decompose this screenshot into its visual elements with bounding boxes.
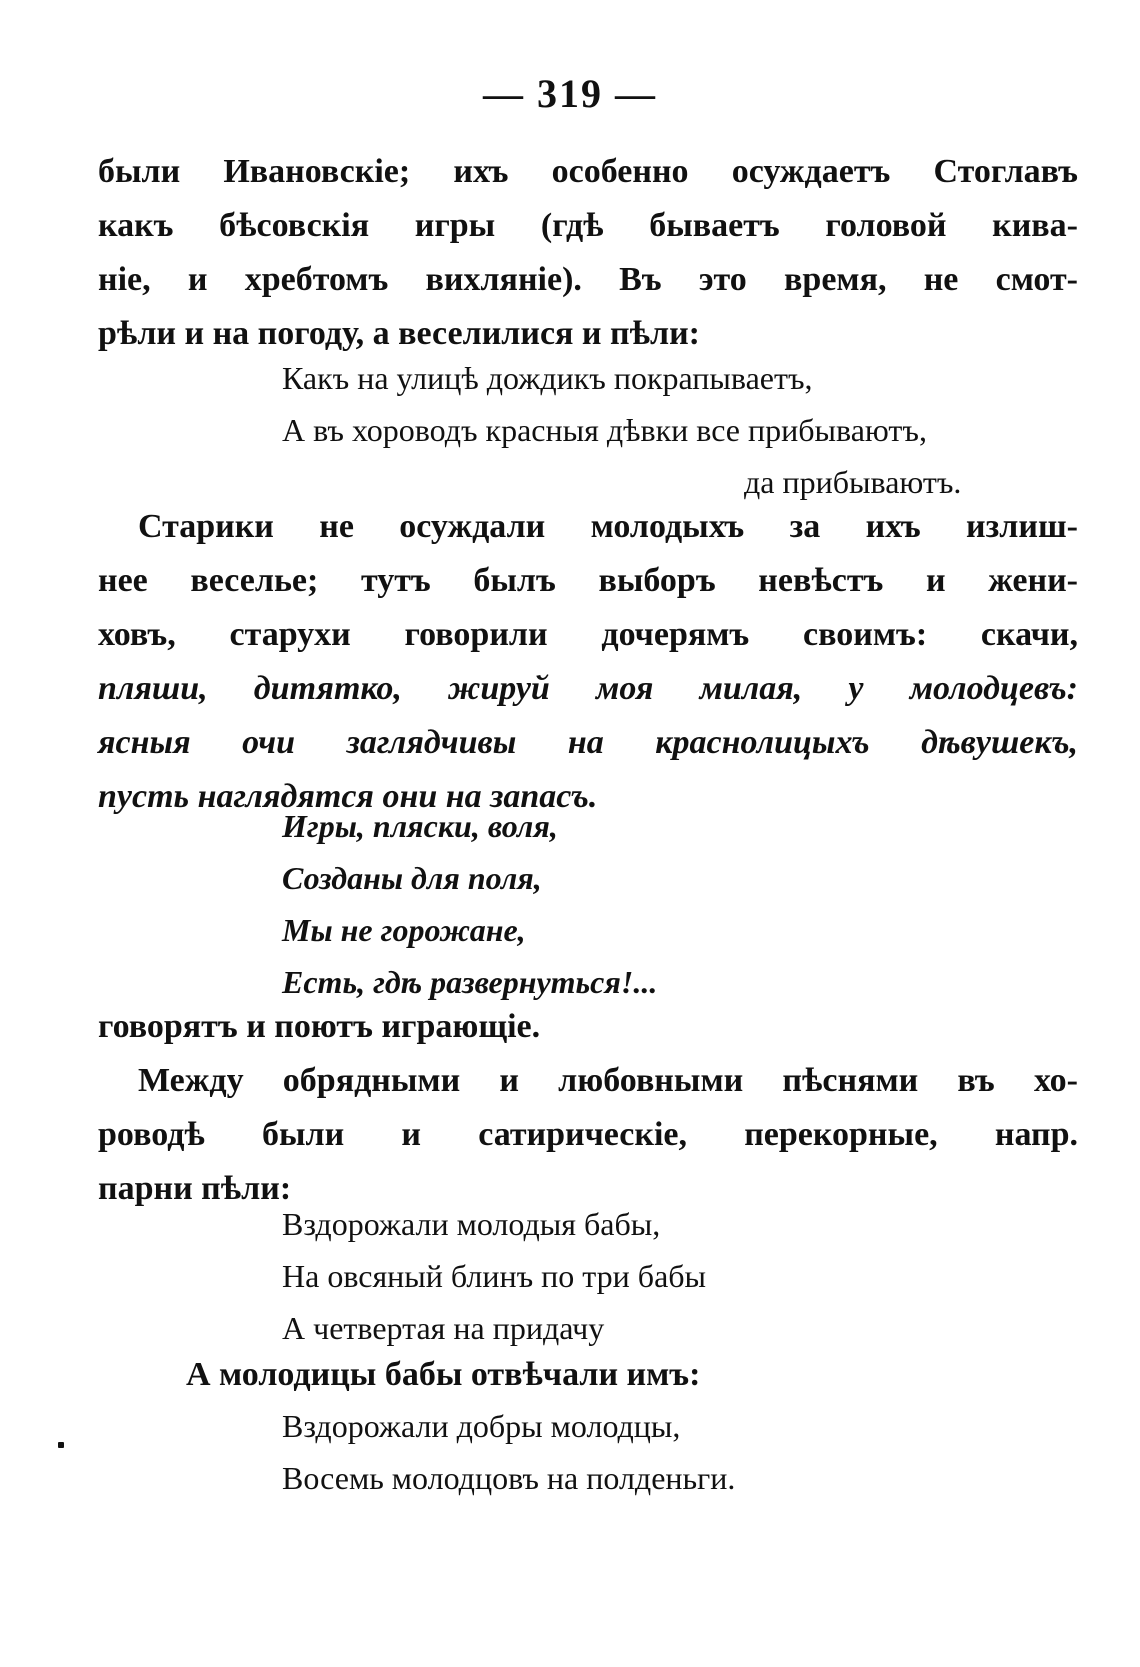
verse-1-line: Какъ на улицѣ дождикъ покрапываетъ, [282, 360, 813, 396]
paragraph-line: А молодицы бабы отвѣчали имъ: [186, 1356, 701, 1393]
paragraph-2-line: ясныя очи заглядчивы на краснолицыхъ дѣвушекъ, [98, 724, 1078, 761]
verse-4-line: Вздорожали добры молодцы, [282, 1408, 681, 1444]
paragraph-2-line: пусть наглядятся они на запасъ. [98, 778, 598, 815]
paragraph-1-line: какъ бѣсовскія игры (гдѣ бываетъ головой кива- [98, 207, 1078, 244]
paragraph-3-line: парни пѣли: [98, 1170, 292, 1207]
paragraph-2-line: ховъ, старухи говорили дочерямъ своимъ: скачи, [98, 616, 1078, 653]
paragraph-2-line: Старики не осуждали молодыхъ за ихъ излиш- [138, 508, 1078, 545]
verse-2-line: Мы не горожане, [282, 912, 526, 948]
paragraph-1-line: были Ивановскіе; ихъ особенно осуждаетъ Стоглавъ [98, 153, 1078, 190]
paragraph-after-verse-3 [186, 1348, 886, 1402]
verse-3 [282, 1198, 706, 1354]
paragraph-3-line: роводѣ были и сатирическіе, перекорные, напр. [98, 1116, 1078, 1153]
paragraph-1 [98, 145, 1078, 361]
verse-3-line: Вздорожали молодыя бабы, [282, 1206, 661, 1242]
page-number: — 319 — [483, 71, 657, 116]
verse-1-line: А въ хороводъ красныя дѣвки все прибываютъ, [282, 412, 927, 448]
paragraph-3 [98, 1054, 1078, 1216]
paragraph-1-line: рѣли и на погоду, а веселилися и пѣли: [98, 315, 701, 352]
paragraph-2-line: пляши, дитятко, жируй моя милая, у молодцевъ: [98, 670, 1078, 707]
verse-1-line: да прибываютъ. [744, 464, 962, 500]
paragraph-3-line: Между обрядными и любовными пѣснями въ хо- [138, 1062, 1078, 1099]
verse-4-line: Восемь молодцовъ на полденьги. [282, 1460, 736, 1496]
verse-3-line: На овсяный блинъ по три бабы [282, 1258, 707, 1294]
scan-speck [58, 1442, 64, 1448]
verse-2-line: Есть, гдѣ развернуться!... [282, 964, 658, 1000]
paragraph-line: говорятъ и поютъ играющіе. [98, 1008, 541, 1045]
paragraph-2-line: нее веселье; тутъ былъ выборъ невѣстъ и жени- [98, 562, 1078, 599]
verse-3-line: А четвертая на придачу [282, 1310, 605, 1346]
paragraph-after-verse-2 [98, 1000, 1078, 1054]
verse-4 [282, 1400, 735, 1504]
paragraph-2 [98, 500, 1078, 824]
verse-2-line: Созданы для поля, [282, 860, 542, 896]
verse-2 [282, 800, 657, 1008]
paragraph-1-line: ніе, и хребтомъ вихляніе). Въ это время, не смот- [98, 261, 1078, 298]
verse-2-line: Игры, пляски, воля, [282, 808, 558, 844]
verse-1 [282, 352, 961, 508]
